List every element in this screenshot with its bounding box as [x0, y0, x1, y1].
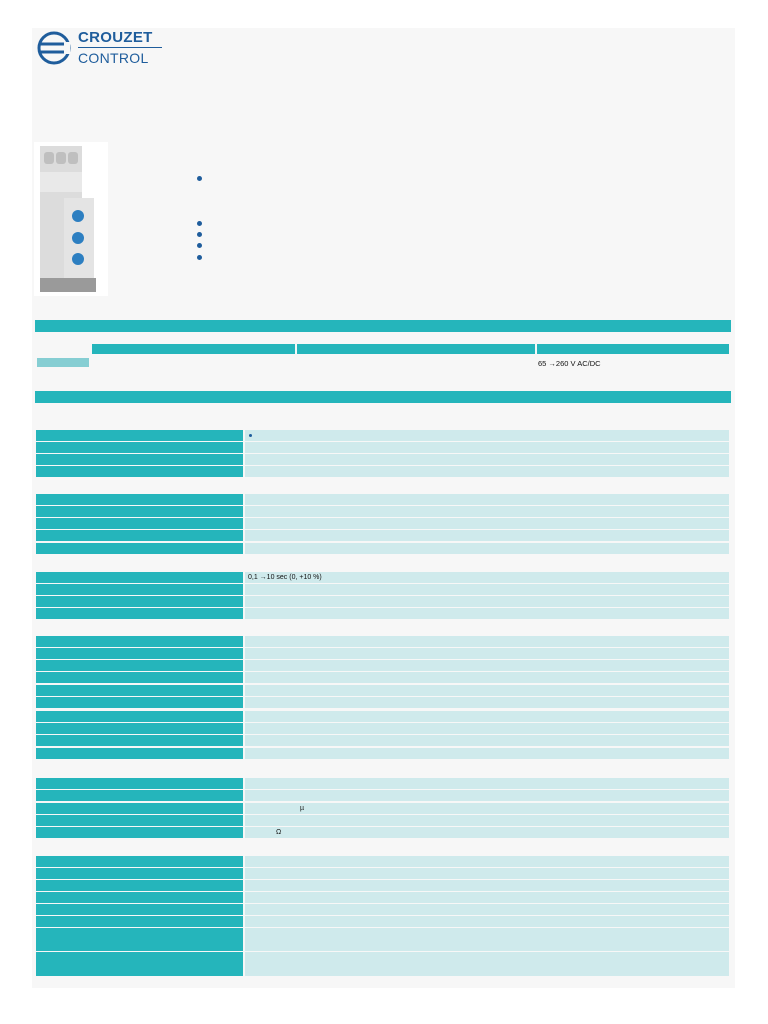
spec-row [36, 543, 729, 554]
brand-name: CROUZET [78, 29, 153, 46]
feature-bullet [197, 221, 202, 226]
spec-row [36, 880, 729, 891]
ordering-column-header [537, 344, 729, 354]
feature-bullet [197, 232, 202, 237]
feature-bullet [197, 255, 202, 260]
spec-row [36, 916, 729, 927]
crouzet-logo [34, 28, 164, 68]
spec-row [36, 430, 729, 441]
micro-symbol: µ [300, 805, 305, 812]
spec-row [36, 892, 729, 903]
spec-row [36, 685, 729, 696]
feature-bullet [197, 243, 202, 248]
spec-row [36, 748, 729, 759]
spec-row [36, 928, 729, 951]
ohm-symbol: Ω [276, 829, 282, 836]
specifications-section-header [35, 391, 731, 403]
spec-row [36, 596, 729, 607]
spec-row [36, 803, 729, 814]
ordering-row-key [37, 358, 89, 367]
spec-row-timing-range [36, 572, 729, 583]
supply-voltage-value: 65 →260 V AC/DC [538, 359, 601, 368]
feature-bullet [197, 176, 202, 181]
spec-row [36, 494, 729, 505]
spec-row [36, 856, 729, 867]
spec-row [36, 506, 729, 517]
spec-row [36, 697, 729, 708]
spec-row [36, 778, 729, 789]
spec-row [36, 530, 729, 541]
spec-row [36, 466, 729, 477]
spec-row [36, 442, 729, 453]
spec-row [36, 672, 729, 683]
spec-row [36, 584, 729, 595]
spec-row [36, 518, 729, 529]
spec-row [36, 790, 729, 801]
ordering-column-header [92, 344, 295, 354]
brand-subname: CONTROL [78, 50, 149, 66]
spec-row [36, 660, 729, 671]
spec-row [36, 648, 729, 659]
spec-row [36, 904, 729, 915]
spec-row [36, 454, 729, 465]
timing-range-value: 0,1 →10 sec (0, +10 %) [245, 572, 729, 583]
ordering-section-header [35, 320, 731, 332]
spec-row [36, 723, 729, 734]
product-image [34, 142, 108, 296]
spec-row [36, 815, 729, 826]
crouzet-logo-mark-icon [34, 28, 74, 68]
spec-row [36, 827, 729, 838]
spec-row [36, 636, 729, 647]
spec-row [36, 608, 729, 619]
ordering-column-header [297, 344, 535, 354]
spec-row [36, 868, 729, 879]
spec-row [36, 952, 729, 976]
bullet-icon [249, 434, 252, 437]
spec-row [36, 711, 729, 722]
brand-divider [78, 47, 162, 48]
spec-row [36, 735, 729, 746]
relay-module-image [34, 142, 108, 296]
